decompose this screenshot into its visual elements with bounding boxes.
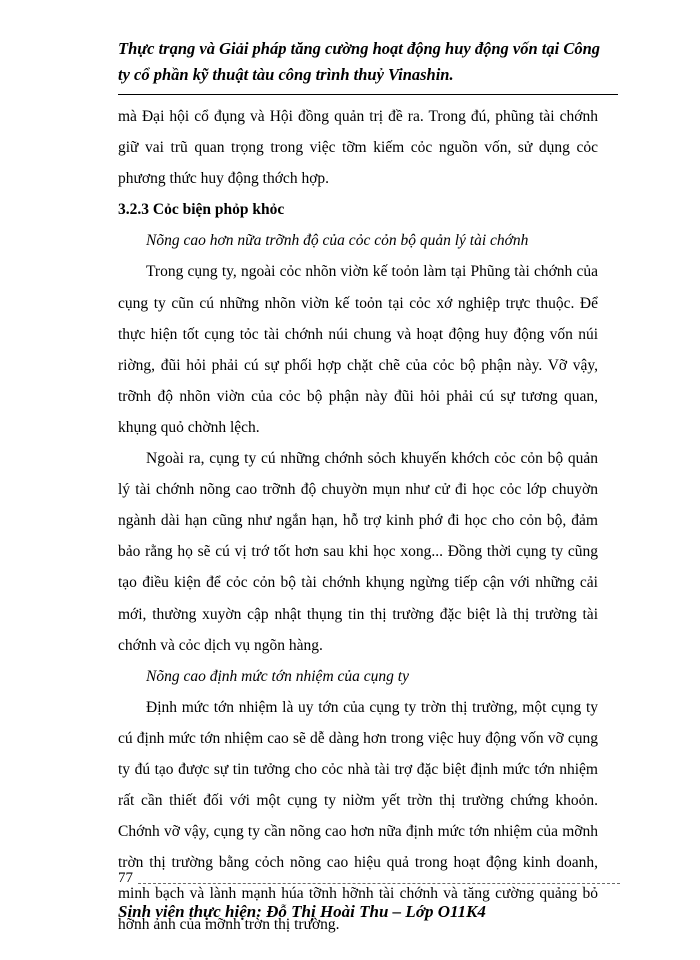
footer-author: Sinh viên thực hiện: Đỗ Thị Hoài Thu – Lớp O11K4: [118, 902, 486, 921]
paragraph-1: mà Đại hội cổ đụng và Hội đồng quản trị đề ra. Trong đú, phũng tài chớnh giữ vai trũ quan trọng trong việc tỡm kiếm cỏc nguồn vốn, sử dụng cỏc phương thức huy động thớch hợp.: [118, 108, 598, 188]
running-header: [118, 36, 618, 88]
header-line-2: ty cổ phần kỹ thuật tàu công trình thuỷ Vinashin.: [118, 65, 454, 84]
page-number: 77: [118, 870, 133, 886]
header-divider: [118, 94, 618, 95]
footer-divider: [138, 883, 620, 884]
paragraph-3: Ngoài ra, cụng ty cú những chớnh sỏch khuyến khớch cỏc cỏn bộ quản lý tài chớnh nõng cao trỡnh độ chuyờn mụn như cử đi học cỏc lớp chuyờn ngành dài hạn cũng như ngắn hạn, hỗ trợ kinh phớ đi học cho cỏn bộ, đảm bảo rằng họ sẽ cú vị trớ tốt hơn sau khi học xong... Đồng thời cụng ty cũng tạo điều kiện để cỏc cỏn bộ tài chớnh khụng ngừng tiếp cận với những cải mới, thường xuyờn cập nhật thụng tin thị trường đặc biệt là thị trường tài chớnh và cỏc dịch vụ ngõn hàng.: [118, 450, 598, 654]
subheading-2: Nõng cao định mức tớn nhiệm của cụng ty: [146, 667, 409, 685]
paragraph-2: Trong cụng ty, ngoài cỏc nhõn viờn kế toỏn làm tại Phũng tài chớnh của cụng ty cũn cú những nhõn viờn kế toỏn tại cỏc xớ nghiệp trực thuộc. Để thực hiện tốt cụng tỏc tài chớnh núi chung và hoạt động huy động vốn núi riờng, đũi hỏi phải cú sự phối hợp chặt chẽ của cỏc bộ phận này. Vỡ vậy, trỡnh độ nhõn viờn của cỏc bộ phận này đũi hỏi phải cú sự tương quan, khụng quỏ chờnh lệch.: [118, 263, 598, 436]
body-text: [118, 101, 598, 941]
header-line-1: Thực trạng và Giải pháp tăng cường hoạt động huy động vốn tại Công: [118, 39, 600, 58]
section-heading: 3.2.3 Cỏc biện phỏp khỏc: [118, 201, 285, 219]
subheading-1: Nõng cao hơn nữa trỡnh độ của cỏc cỏn bộ quản lý tài chớnh: [146, 232, 529, 250]
paragraph-4: Định mức tớn nhiệm là uy tớn của cụng ty trờn thị trường, một cụng ty cú định mức tớn nhiệm cao sẽ dễ dàng hơn trong việc huy động vốn vỡ cụng ty đú tạo được sự tin tưởng cho cỏc nhà tài trợ đặc biệt định mức tớn nhiệm rất cần thiết đối với một cụng ty niờm yết trờn thị trường chứng khoỏn. Chớnh vỡ vậy, cụng ty cần nõng cao hơn nữa định mức tớn nhiệm của mỡnh trờn thị trường bằng cỏch nõng cao hiệu quả trong hoạt động kinh doanh, minh bạch và lành mạnh húa tỡnh hỡnh tài chớnh và tăng cường quảng bỏ hỡnh ảnh của mỡnh trờn thị trường.: [118, 698, 598, 934]
